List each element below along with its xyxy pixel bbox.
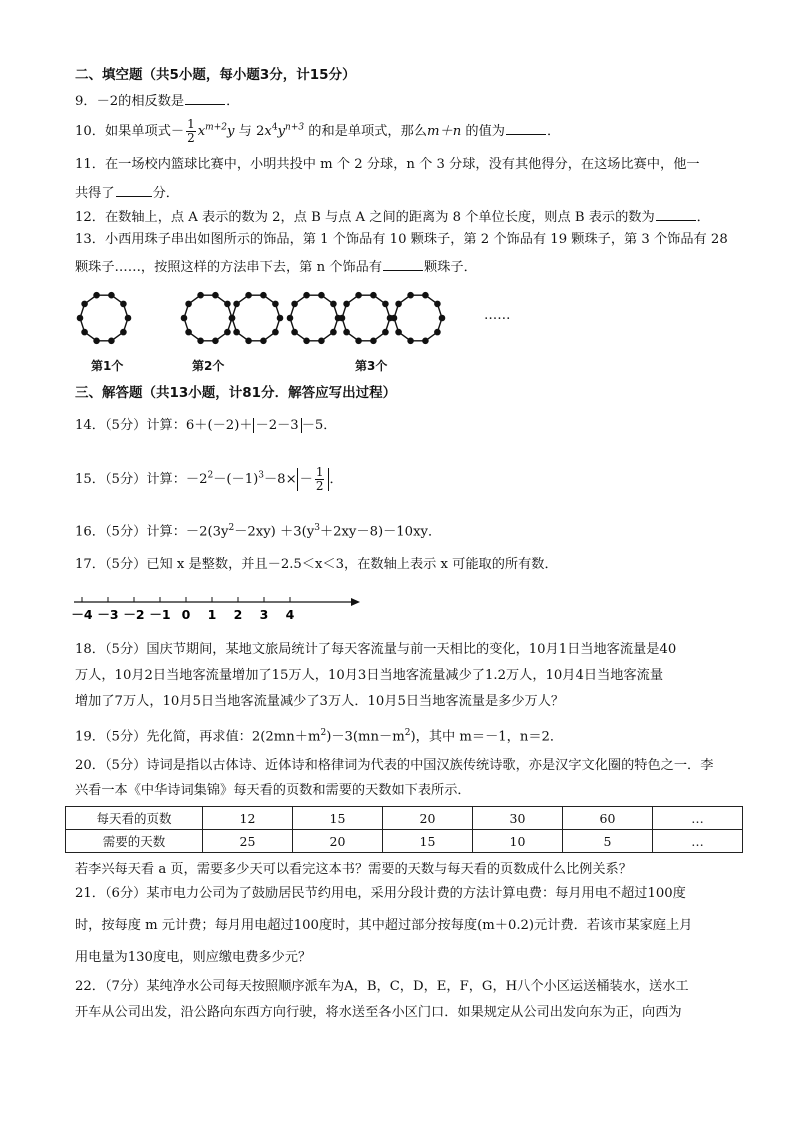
q15-expr-a: －2 bbox=[185, 472, 208, 487]
question-14 bbox=[75, 417, 336, 435]
bead bbox=[330, 301, 337, 308]
number-line bbox=[70, 590, 370, 630]
table-header-cell: 每天看的页数 bbox=[66, 807, 203, 830]
bead bbox=[120, 301, 127, 308]
bead bbox=[181, 315, 188, 322]
q19-label: 19．（5分）先化简，再求值： bbox=[75, 729, 252, 745]
bead bbox=[108, 338, 115, 345]
question-11-line2 bbox=[75, 182, 179, 203]
bead bbox=[382, 329, 389, 336]
q10-mid: 与 2 bbox=[234, 124, 265, 139]
frac-numerator: 1 bbox=[315, 465, 324, 479]
q15-neg: － bbox=[299, 472, 313, 487]
bead bbox=[77, 315, 84, 322]
q15-expr-b: －(－1) bbox=[213, 472, 259, 487]
bead bbox=[382, 301, 389, 308]
bead bbox=[108, 292, 115, 299]
table-cell: 20 bbox=[293, 830, 383, 853]
question-18-line2: 万人，10月2日当地客流量增加了15万人，10月3日当地客流量减少了1.2万人，10月4日当地客流量 bbox=[75, 668, 664, 683]
bead bbox=[120, 329, 127, 336]
question-9 bbox=[75, 90, 239, 111]
bead bbox=[355, 338, 362, 345]
section-2-title: 二、填空题（共5小题，每小题3分，计15分） bbox=[75, 67, 356, 83]
frac-numerator: 1 bbox=[187, 117, 195, 131]
bead bbox=[370, 292, 377, 299]
bead bbox=[260, 338, 267, 345]
question-11-line1: 11．在一场校内篮球比赛中，小明共投中 m 个 2 分球，n 个 3 分球，没有其他得分，在这场比赛中，他一 bbox=[75, 157, 700, 172]
question-16 bbox=[75, 519, 441, 541]
bead bbox=[355, 292, 362, 299]
q12-end: ． bbox=[696, 210, 710, 225]
question-17: 17．（5分）已知 x 是整数，并且－2.5＜x＜3，在数轴上表示 x 可能取的所有数． bbox=[75, 557, 558, 572]
q10-var-x2: x bbox=[264, 124, 272, 139]
bead bbox=[291, 329, 298, 336]
ornament-3-ring-b bbox=[339, 292, 394, 344]
q16-exp-b: 3 bbox=[314, 523, 320, 533]
q10-var-y: y bbox=[226, 124, 235, 139]
q14-absolute-value: －2－3 bbox=[253, 418, 302, 433]
bead bbox=[224, 301, 231, 308]
bead bbox=[93, 338, 100, 345]
q10-exp3: n+3 bbox=[285, 122, 305, 133]
ornament-2-ring-a bbox=[181, 292, 236, 344]
table-cell: 15 bbox=[293, 807, 383, 830]
ornament-ellipsis: …… bbox=[484, 308, 511, 323]
ornament-3-ring-a bbox=[287, 292, 342, 344]
bead bbox=[212, 338, 219, 345]
bead bbox=[395, 329, 402, 336]
bead bbox=[395, 301, 402, 308]
number-line-label: 2 bbox=[233, 607, 243, 622]
q10-exp2: 4 bbox=[271, 122, 278, 133]
question-22-line1: 22．（7分）某纯净水公司每天按照顺序派车为A，B，C，D，E，F，G，H八个小区运送桶装水，送水工 bbox=[75, 979, 689, 994]
q13-line2a: 颗珠子……，按照这样的方法串下去，第 n 个饰品有 bbox=[75, 260, 383, 275]
q15-exp-a: 2 bbox=[207, 470, 214, 481]
bead bbox=[245, 292, 252, 299]
q10-suffix: 的和是单项式，那么 bbox=[304, 124, 427, 139]
q19-expr-a: 2(2mn＋m bbox=[251, 729, 321, 745]
q19-expr-c: )，其中 m＝－1，n＝2． bbox=[410, 729, 564, 745]
question-18-line1: 18．（5分）国庆节期间，某地文旅局统计了每天客流量与前一天相比的变化，10月1日当地客流量是40 bbox=[75, 642, 677, 657]
table-cell: 20 bbox=[383, 807, 473, 830]
question-20-line2: 兴看一本《中华诗词集锦》每天看的页数和需要的天数如下表所示． bbox=[75, 783, 471, 798]
table-header-cell: 需要的天数 bbox=[66, 830, 203, 853]
q15-expr-c: －8× bbox=[264, 472, 297, 487]
table-cell: 5 bbox=[563, 830, 653, 853]
question-12 bbox=[75, 206, 710, 227]
frac-denominator: 2 bbox=[315, 479, 324, 493]
bead bbox=[272, 329, 279, 336]
bead bbox=[343, 301, 350, 308]
q16-label: 16．（5分）计算： bbox=[75, 524, 186, 540]
q15-end: ． bbox=[329, 472, 343, 487]
arrow-icon bbox=[351, 598, 360, 606]
table-cell: 12 bbox=[203, 807, 293, 830]
q19-exp-a: 2 bbox=[320, 728, 327, 738]
question-13-line1: 13．小西用珠子串出如图所示的饰品，第 1 个饰品有 10 颗珠子，第 2 个饰品有 19 颗珠子，第 3 个饰品有 28 bbox=[75, 232, 728, 247]
frac-denominator: 2 bbox=[187, 131, 195, 145]
number-line-label: 4 bbox=[285, 607, 295, 622]
answer-blank bbox=[185, 90, 225, 105]
table-row bbox=[66, 807, 743, 830]
bead bbox=[407, 292, 414, 299]
bead bbox=[125, 315, 132, 322]
q9-end: ． bbox=[226, 94, 240, 109]
bead bbox=[197, 292, 204, 299]
bead bbox=[422, 338, 429, 345]
table-cell: 15 bbox=[383, 830, 473, 853]
bead bbox=[185, 329, 192, 336]
q10-fraction bbox=[186, 118, 196, 145]
ornament-caption-1: 第1个 bbox=[91, 359, 124, 373]
q12-text: 12．在数轴上，点 A 表示的数为 2，点 B 与点 A 之间的距离为 8 个单位长度，则点 B 表示的数为 bbox=[75, 210, 655, 225]
number-line-label: 0 bbox=[181, 607, 191, 622]
bead bbox=[81, 301, 88, 308]
bead bbox=[229, 315, 236, 322]
table-cell: … bbox=[653, 807, 743, 830]
q19-exp-b: 2 bbox=[404, 728, 411, 738]
question-20-after: 若李兴每天看 a 页，需要多少天可以看完这本书？需要的天数与每天看的页数成什么比例关系？ bbox=[75, 862, 632, 877]
answer-blank bbox=[506, 120, 546, 135]
bead bbox=[370, 338, 377, 345]
bead bbox=[343, 329, 350, 336]
bead bbox=[197, 338, 204, 345]
q13-line2b: 颗珠子． bbox=[424, 260, 477, 275]
pages-days-table bbox=[65, 806, 743, 853]
q15-fraction bbox=[315, 466, 325, 493]
number-line-label: －3 bbox=[97, 607, 119, 622]
q10-exp1: m+2 bbox=[205, 122, 227, 133]
bead bbox=[434, 301, 441, 308]
answer-blank bbox=[116, 182, 152, 197]
q11-line2a: 共得了 bbox=[75, 186, 115, 201]
bead bbox=[233, 329, 240, 336]
table-cell: 25 bbox=[203, 830, 293, 853]
question-21-line2: 时，按每度 m 元计费；每月用电超过100度时，其中超过部分按每度(m＋0.2)元计费．若该市某家庭上月 bbox=[75, 918, 693, 933]
bead bbox=[434, 329, 441, 336]
bead bbox=[422, 292, 429, 299]
bead bbox=[318, 338, 325, 345]
q14-label: 14．（5分）计算： bbox=[75, 418, 186, 433]
ornament-2-ring-b bbox=[229, 292, 284, 344]
question-22-line2: 开车从公司出发，沿公路向东西方向行驶，将水送至各小区门口．如果规定从公司出发向东为正，向西为 bbox=[75, 1005, 682, 1020]
table-row bbox=[66, 830, 743, 853]
q16-expr-b: －2xy) ＋3(y bbox=[234, 524, 315, 540]
table-cell: … bbox=[653, 830, 743, 853]
q10-var-x: x bbox=[197, 124, 206, 139]
bead-ornaments-figure bbox=[70, 282, 540, 357]
bead bbox=[339, 315, 346, 322]
section-3-title: 三、解答题（共13小题，计81分．解答应写出过程） bbox=[75, 385, 397, 401]
ornament-1-ring bbox=[77, 292, 132, 344]
bead bbox=[291, 301, 298, 308]
table-cell: 60 bbox=[563, 807, 653, 830]
answer-blank bbox=[656, 206, 696, 221]
q15-absolute-value bbox=[297, 465, 330, 493]
q19-expr-b: )－3(mn－m bbox=[326, 729, 405, 745]
q10-prefix: 10．如果单项式 bbox=[75, 124, 171, 139]
question-13-line2 bbox=[75, 256, 477, 277]
ornament-caption-3: 第3个 bbox=[355, 359, 388, 373]
bead bbox=[303, 338, 310, 345]
question-19 bbox=[75, 724, 563, 746]
question-21-line3: 用电量为130度电，则应缴电费多少元？ bbox=[75, 950, 312, 965]
bead bbox=[233, 301, 240, 308]
table-cell: 10 bbox=[473, 830, 563, 853]
bead bbox=[272, 301, 279, 308]
q15-exp-b: 3 bbox=[258, 470, 264, 481]
bead bbox=[277, 315, 284, 322]
q10-end: ． bbox=[546, 124, 561, 139]
number-line-label: －1 bbox=[149, 607, 171, 622]
q9-text: 9．－2的相反数是 bbox=[75, 94, 185, 109]
question-10: 10．如果单项式－ $\frac{1}{2}$ $x^{m+2}y$ 与 $2x^4y^{n+3}$ 的和是单项式，那么m＋n 的值为 ． bbox=[75, 117, 561, 145]
bead bbox=[81, 329, 88, 336]
bead bbox=[224, 329, 231, 336]
q16-exp-a: 2 bbox=[228, 523, 235, 533]
q15-label: 15．（5分）计算： bbox=[75, 472, 186, 487]
bead bbox=[318, 292, 325, 299]
bead bbox=[185, 301, 192, 308]
q10-suffix2: 的值为 bbox=[461, 124, 505, 139]
q14-expr-a: 6＋(－2)＋ bbox=[185, 418, 253, 433]
q16-expr-a: －2(3y bbox=[185, 524, 229, 540]
bead bbox=[287, 315, 294, 322]
bead bbox=[245, 338, 252, 345]
question-15 bbox=[75, 466, 343, 493]
ornament-caption-2: 第2个 bbox=[192, 359, 225, 373]
question-21-line1: 21．（6分）某市电力公司为了鼓励居民节约用电，采用分段计费的方法计算电费：每月用电不超过100度 bbox=[75, 886, 686, 901]
bead bbox=[407, 338, 414, 345]
q10-var-y2: y bbox=[277, 124, 286, 139]
table-cell: 30 bbox=[473, 807, 563, 830]
question-20-line1: 20．（5分）诗词是指以古体诗、近体诗和格律词为代表的中国汉族传统诗歌，亦是汉字文化圈的特色之一．李 bbox=[75, 758, 714, 773]
bead bbox=[330, 329, 337, 336]
bead bbox=[212, 292, 219, 299]
bead bbox=[93, 292, 100, 299]
number-line-label: －2 bbox=[123, 607, 145, 622]
q11-line2b: 分． bbox=[152, 186, 179, 201]
question-18-line3: 增加了7万人，10月5日当地客流量减少了3万人．10月5日当地客流量是多少万人？ bbox=[75, 694, 565, 709]
q10-ask: m＋n bbox=[427, 124, 462, 139]
bead bbox=[260, 292, 267, 299]
q14-expr-b: －5． bbox=[301, 418, 337, 433]
bead bbox=[391, 315, 398, 322]
bead bbox=[303, 292, 310, 299]
number-line-label: 1 bbox=[207, 607, 217, 622]
number-line-label: 3 bbox=[259, 607, 269, 622]
number-line-label: －4 bbox=[71, 607, 93, 622]
q16-expr-c: ＋2xy－8)－10xy． bbox=[319, 524, 442, 540]
ornament-3-ring-c bbox=[391, 292, 446, 344]
answer-blank bbox=[383, 256, 423, 271]
bead bbox=[439, 315, 446, 322]
